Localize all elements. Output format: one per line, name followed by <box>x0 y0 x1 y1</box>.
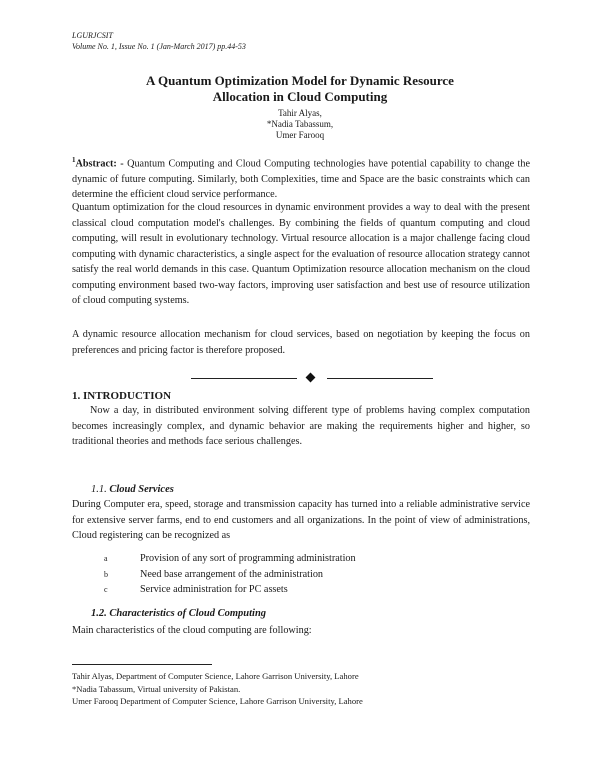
author-1: Tahir Alyas, <box>278 108 322 118</box>
subsection-heading-cloud-services <box>91 483 174 497</box>
abstract-footnote-marker: 1 <box>72 156 76 164</box>
list-marker: b <box>104 569 108 579</box>
footnotes <box>72 670 363 708</box>
subsection-number: 1.1. <box>91 484 107 495</box>
introduction-paragraph: Now a day, in distributed environment solving different type of problems having complex computation becomes increasingly complex, and dynamic behavior are making the requirements higher and higher, so traditional theories and methods face serious challenges. <box>72 405 530 447</box>
subsection-heading-characteristics: 1.2. Characteristics of Cloud Computing <box>91 608 267 619</box>
abstract-label: Abstract: - <box>75 158 124 170</box>
journal-header <box>72 31 246 52</box>
paper-title-line-2: Allocation in Cloud Computing <box>212 89 388 104</box>
author-2: *Nadia Tabassum, <box>266 119 334 129</box>
section-separator <box>191 372 433 384</box>
section-heading-introduction: 1. INTRODUCTION <box>72 390 172 402</box>
list-item-text: Service administration for PC assets <box>140 584 288 595</box>
diamond-icon <box>306 373 316 383</box>
separator-line-right <box>327 378 433 379</box>
list-item-text: Need base arrangement of the administration <box>140 568 324 580</box>
separator-line-left <box>191 378 297 379</box>
list-item-text: Provision of any sort of programming administration <box>140 553 356 564</box>
paper-title-line-1: A Quantum Optimization Model for Dynamic Resource <box>146 73 454 88</box>
journal-name: LGURJCSIT <box>72 31 113 40</box>
abstract-paragraph-2: Quantum optimization for the cloud resources in dynamic environment provides a way to deal with the present classical cloud computation model's challenges. By combining the fields of quantum computing and cloud computing, will result in evolutionary technology. Virtual resource allocation is a major challenge facing cloud computing with dynamic characteristics, a single aspect for the evaluation of resource allocation strategy cannot satisfy the real world demands in this case. Quantum Optimization resource allocation mechanism on the cloud computing environment based two-way factors, improving user satisfaction and best use of resource utilization of cloud computing systems. <box>72 202 530 306</box>
subsection-title: Cloud Services <box>109 484 174 495</box>
footnote-2: *Nadia Tabassum, Virtual university of Pakistan. <box>72 683 241 694</box>
characteristics-paragraph: Main characteristics of the cloud computing are following: <box>72 625 312 636</box>
footnote-3: Umer Farooq Department of Computer Science, Lahore Garrison University, Lahore <box>72 696 363 706</box>
cloud-services-paragraph: During Computer era, speed, storage and transmission capacity has turned into a reliable administrative service for extensive server farms, end to end customers and all organizations. In the point of view of administrations, Cloud registering can be recognized as <box>72 499 530 541</box>
journal-issue: Volume No. 1, Issue No. 1 (Jan-March 2017) pp.44-53 <box>72 41 246 51</box>
author-list <box>150 108 450 141</box>
footnote-1: Tahir Alyas, Department of Computer Science, Lahore Garrison University, Lahore <box>72 671 359 681</box>
footnote-rule <box>72 664 212 665</box>
abstract-text-1: Quantum Computing and Cloud Computing technologies have potential capability to change the dynamic of future computing. Similarly, both Complexities, time and Space are the basic constraints which can determine the efficient cloud service performance. <box>72 158 531 201</box>
author-3: Umer Farooq <box>275 130 325 140</box>
abstract-paragraph-3: A dynamic resource allocation mechanism for cloud services, based on negotiation by keeping the focus on preferences and pricing factor is therefore proposed. <box>72 329 530 356</box>
abstract-paragraph-1 <box>72 153 530 203</box>
list-marker: a <box>104 554 108 563</box>
list-marker: c <box>104 585 108 594</box>
